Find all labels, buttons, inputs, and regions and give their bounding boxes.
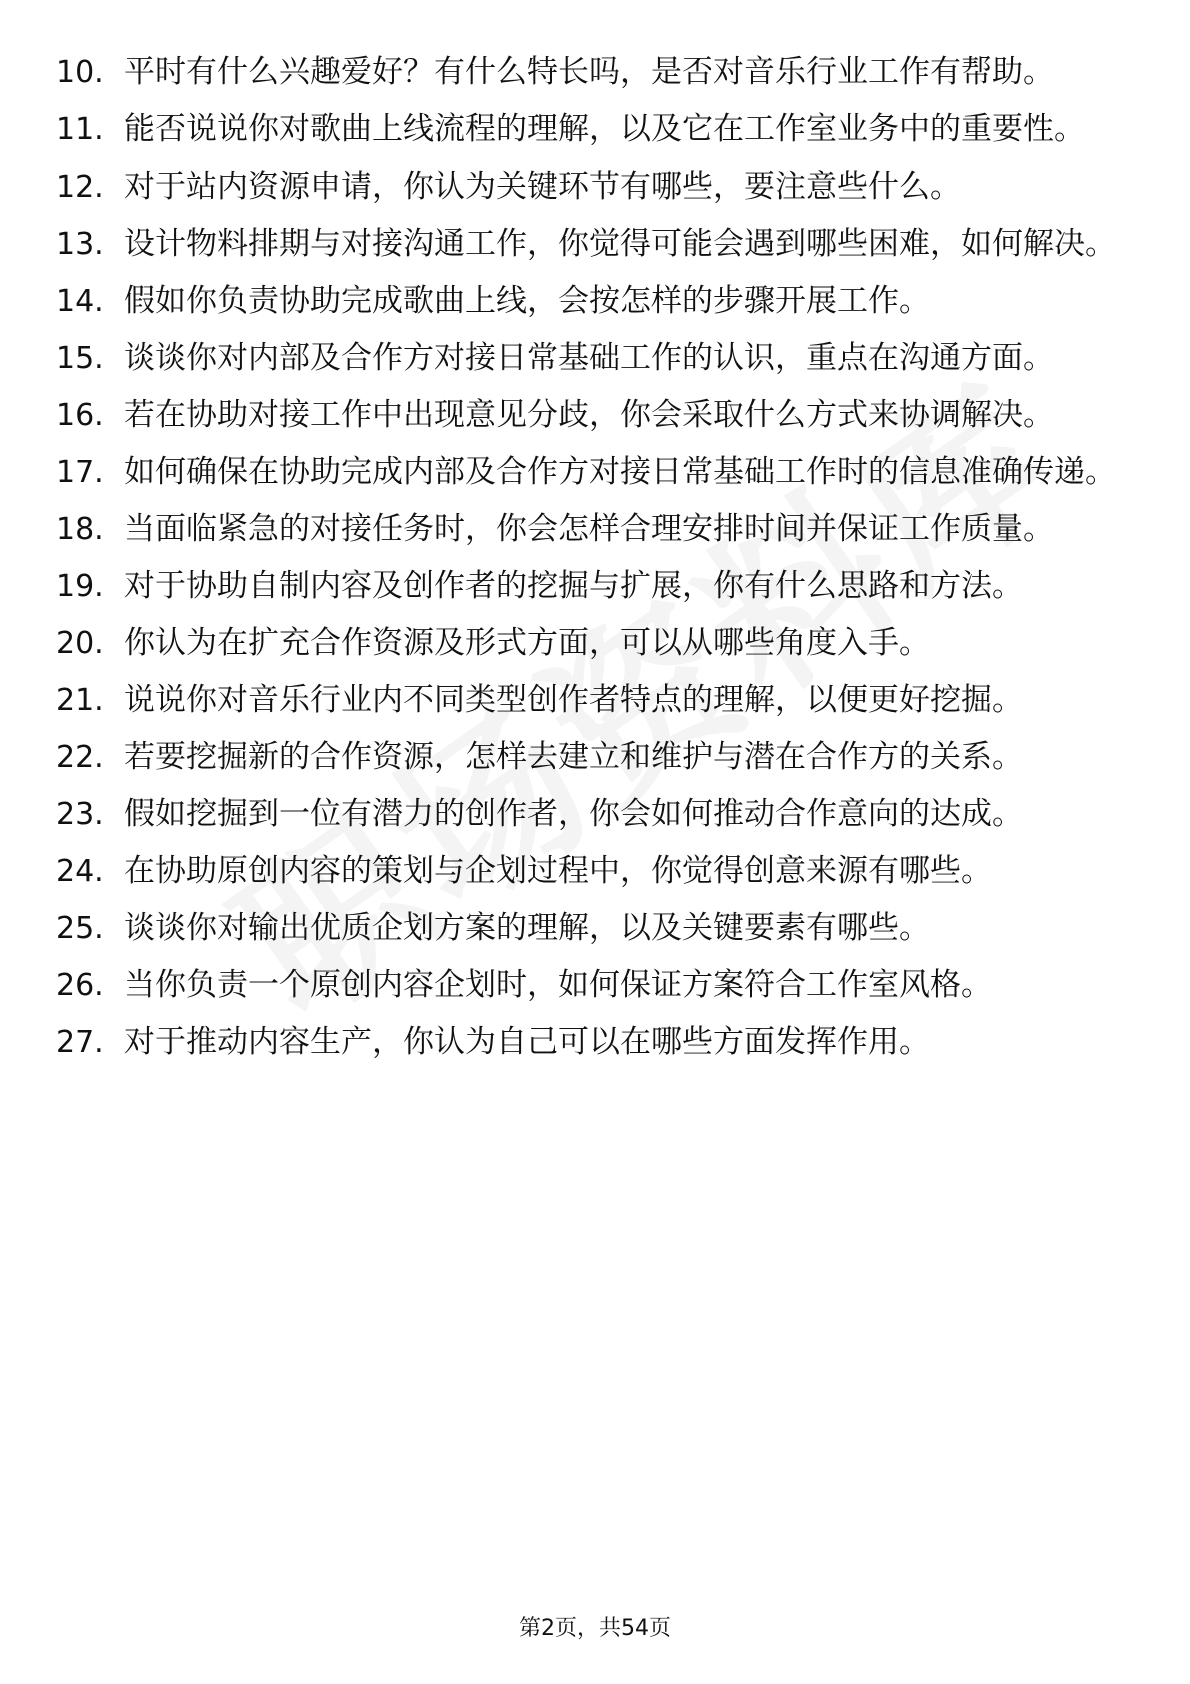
list-item <box>56 395 1116 436</box>
list-item <box>56 1022 1116 1063</box>
item-text: 假如你负责协助完成歌曲上线，会按怎样的步骤开展工作。 <box>124 283 930 319</box>
item-text: 若在协助对接工作中出现意见分歧，你会采取什么方式来协调解决。 <box>124 397 1054 433</box>
item-text: 当面临紧急的对接任务时，你会怎样合理安排时间并保证工作质量。 <box>124 511 1054 547</box>
item-number: 23. <box>56 797 104 832</box>
item-number: 18. <box>56 512 104 547</box>
list-item <box>56 338 1116 379</box>
list-item <box>56 452 1116 493</box>
item-text: 在协助原创内容的策划与企划过程中，你觉得创意来源有哪些。 <box>124 853 992 889</box>
question-list <box>56 52 1116 1063</box>
list-item <box>56 52 1116 93</box>
item-number: 13. <box>56 227 104 262</box>
list-item <box>56 281 1116 322</box>
item-text: 对于推动内容生产，你认为自己可以在哪些方面发挥作用。 <box>124 1024 930 1060</box>
list-item <box>56 224 1116 265</box>
item-number: 20. <box>56 626 104 661</box>
list-item <box>56 167 1116 208</box>
item-number: 15. <box>56 341 104 376</box>
list-item <box>56 908 1116 949</box>
list-item <box>56 965 1116 1006</box>
item-text: 设计物料排期与对接沟通工作，你觉得可能会遇到哪些困难，如何解决。 <box>124 226 1116 262</box>
item-number: 21. <box>56 683 104 718</box>
list-item <box>56 566 1116 607</box>
item-text: 谈谈你对内部及合作方对接日常基础工作的认识，重点在沟通方面。 <box>124 340 1054 376</box>
item-text: 你认为在扩充合作资源及形式方面，可以从哪些角度入手。 <box>124 625 930 661</box>
list-item <box>56 737 1116 778</box>
item-number: 10. <box>56 55 104 90</box>
list-item <box>56 851 1116 892</box>
item-text: 如何确保在协助完成内部及合作方对接日常基础工作时的信息准确传递。 <box>124 454 1116 490</box>
item-number: 27. <box>56 1025 104 1060</box>
item-number: 11. <box>56 112 104 147</box>
item-text: 当你负责一个原创内容企划时，如何保证方案符合工作室风格。 <box>124 967 992 1003</box>
item-number: 19. <box>56 569 104 604</box>
item-number: 26. <box>56 968 104 1003</box>
list-item <box>56 109 1116 150</box>
list-item <box>56 623 1116 664</box>
page-footer: 第2页，共54页 <box>519 1616 671 1641</box>
list-item <box>56 794 1116 835</box>
item-text: 说说你对音乐行业内不同类型创作者特点的理解，以便更好挖掘。 <box>124 682 1023 718</box>
item-number: 12. <box>56 170 104 205</box>
item-number: 22. <box>56 740 104 775</box>
item-number: 16. <box>56 398 104 433</box>
item-number: 14. <box>56 284 104 319</box>
item-text: 谈谈你对输出优质企划方案的理解，以及关键要素有哪些。 <box>124 910 930 946</box>
list-item <box>56 680 1116 721</box>
item-number: 24. <box>56 854 104 889</box>
item-number: 25. <box>56 911 104 946</box>
item-text: 对于站内资源申请，你认为关键环节有哪些，要注意些什么。 <box>124 169 961 205</box>
item-text: 假如挖掘到一位有潜力的创作者，你会如何推动合作意向的达成。 <box>124 796 1023 832</box>
item-text: 对于协助自制内容及创作者的挖掘与扩展，你有什么思路和方法。 <box>124 568 1023 604</box>
item-text: 能否说说你对歌曲上线流程的理解，以及它在工作室业务中的重要性。 <box>124 111 1085 147</box>
item-text: 平时有什么兴趣爱好？有什么特长吗，是否对音乐行业工作有帮助。 <box>124 54 1054 90</box>
item-number: 17. <box>56 455 104 490</box>
list-item <box>56 509 1116 550</box>
item-text: 若要挖掘新的合作资源，怎样去建立和维护与潜在合作方的关系。 <box>124 739 1023 775</box>
